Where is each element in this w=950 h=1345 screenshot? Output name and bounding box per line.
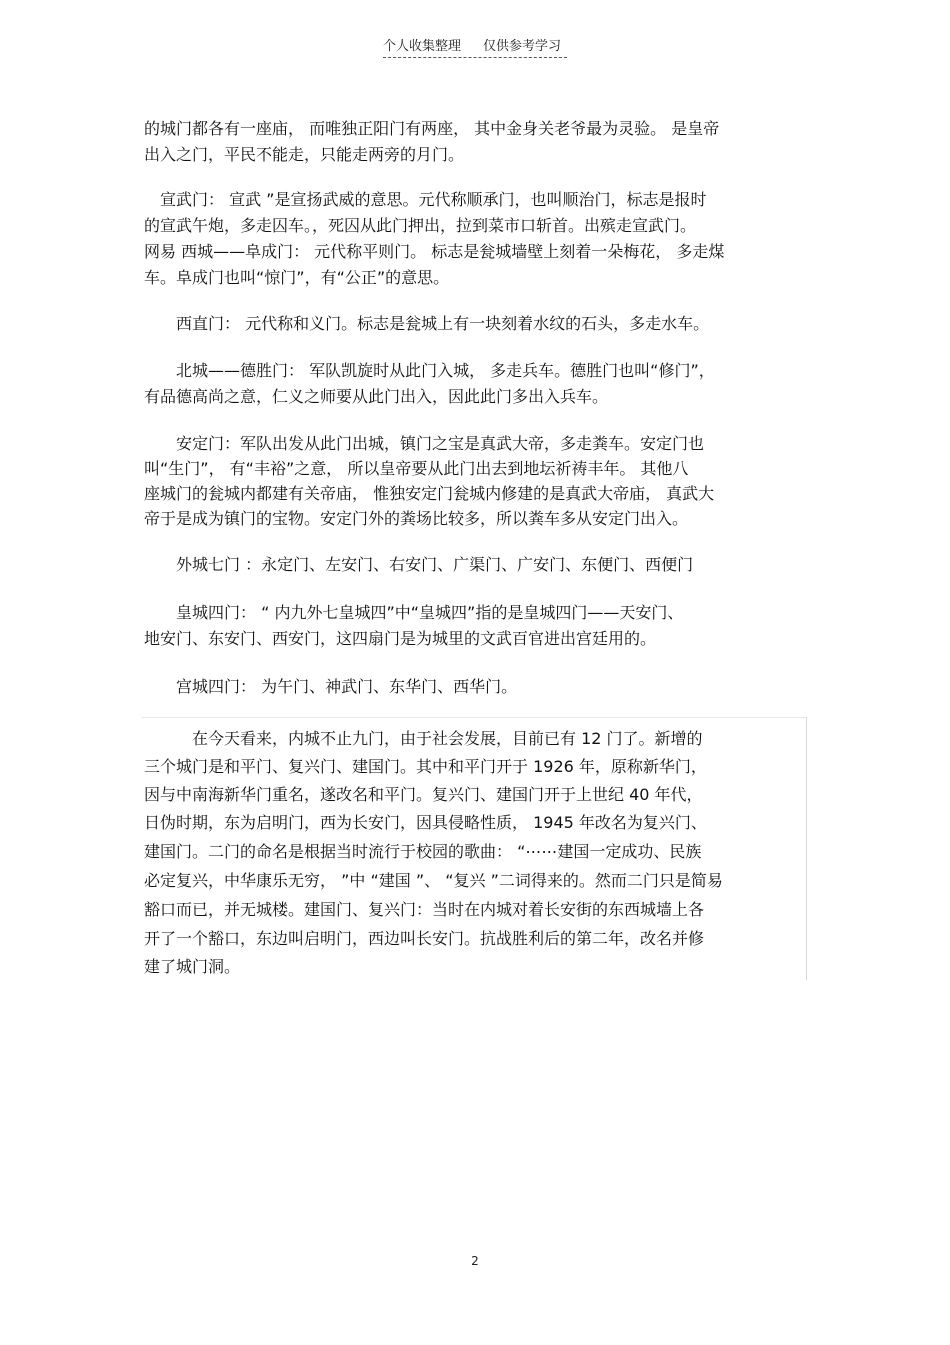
text-line: 的城门都各有一座庙， 而唯独正阳门有两座， 其中金身关老爷最为灵验。 是皇帝: [144, 119, 720, 138]
text-line: 宣武门： 宣武 ”是宣扬武威的意思。元代称顺承门，也叫顺治门，标志是报时: [144, 190, 707, 209]
text-line: 安定门：军队出发从此门出城，镇门之宝是真武大帝，多走粪车。安定门也: [144, 434, 705, 453]
text-line: 开了一个豁口，东边叫启明门，西边叫长安门。抗战胜利后的第二年，改名并修: [144, 929, 705, 948]
text-line: 帝于是成为镇门的宝物。安定门外的粪场比较多，所以粪车多从安定门出入。: [144, 509, 689, 528]
text-line: 必定复兴，中华康乐无穷， ”中 “建国 ”、 “复兴 ”二词得来的。然而二门只是简易: [144, 871, 723, 890]
text-line: 车。阜成门也叫“惊门”，有“公正”的意思。: [144, 268, 450, 287]
text-line: 座城门的瓮城内都建有关帝庙， 惟独安定门瓮城内修建的是真武大帝庙， 真武大: [144, 484, 715, 503]
text-line: 地安门、东安门、西安门，这四扇门是为城里的文武百官进出宫廷用的。: [144, 629, 657, 648]
page-number: 2: [471, 1254, 479, 1268]
text-line: 宫城四门： 为午门、神武门、东华门、西华门。: [144, 677, 518, 696]
text-line: 日伪时期，东为启明门，西为长安门，因具侵略性质， 1945 年改名为复兴门、: [144, 813, 707, 832]
text-line: 西直门： 元代称和义门。标志是瓮城上有一块刻着水纹的石头，多走水车。: [144, 314, 710, 333]
text-line: 有品德高尚之意，仁义之师要从此门出入，因此此门多出入兵车。: [144, 387, 609, 406]
header-right-text: 仅供参考学习: [483, 39, 562, 54]
header-left-text: 个人收集整理: [383, 39, 462, 54]
text-line: 北城——德胜门： 军队凯旋时从此门入城， 多走兵车。德胜门也叫“修门”，: [144, 361, 715, 380]
text-line: 三个城门是和平门、复兴门、建国门。其中和平门开于 1926 年，原称新华门，: [144, 757, 707, 776]
page-header: [383, 38, 567, 58]
text-line: 因与中南海新华门重名，遂改名和平门。复兴门、建国门开于上世纪 40 年代，: [144, 785, 703, 804]
text-line: 皇城四门： “ 内九外七皇城四”中“皇城四”指的是皇城四门——天安门、: [144, 603, 684, 622]
text-line: 叫“生门”， 有“丰裕”之意， 所以皇帝要从此门出去到地坛祈祷丰年。 其他八: [144, 459, 689, 478]
text-line: 外城七门 ：永定门、左安门、右安门、广渠门、广安门、东便门、西便门: [144, 555, 694, 574]
text-line: 出入之门，平民不能走，只能走两旁的月门。: [144, 145, 465, 164]
text-line: 豁口而已，并无城楼。建国门、复兴门：当时在内城对着长安街的东西城墙上各: [144, 900, 705, 919]
text-line: 网易 西城——阜成门： 元代称平则门。 标志是瓮城墙壁上刻着一朵梅花， 多走煤: [144, 242, 725, 261]
text-line: 建了城门洞。: [144, 957, 241, 976]
text-line: 建国门。二门的命名是根据当时流行于校园的歌曲： “⋯⋯建国一定成功、民族: [144, 842, 702, 861]
text-line: 的宣武午炮，多走囚车。，死囚从此门押出，拉到菜市口斩首。出殡走宣武门。: [144, 216, 697, 235]
text-line: 在今天看来，内城不止九门，由于社会发展，目前已有 12 门了。新增的: [144, 729, 703, 748]
